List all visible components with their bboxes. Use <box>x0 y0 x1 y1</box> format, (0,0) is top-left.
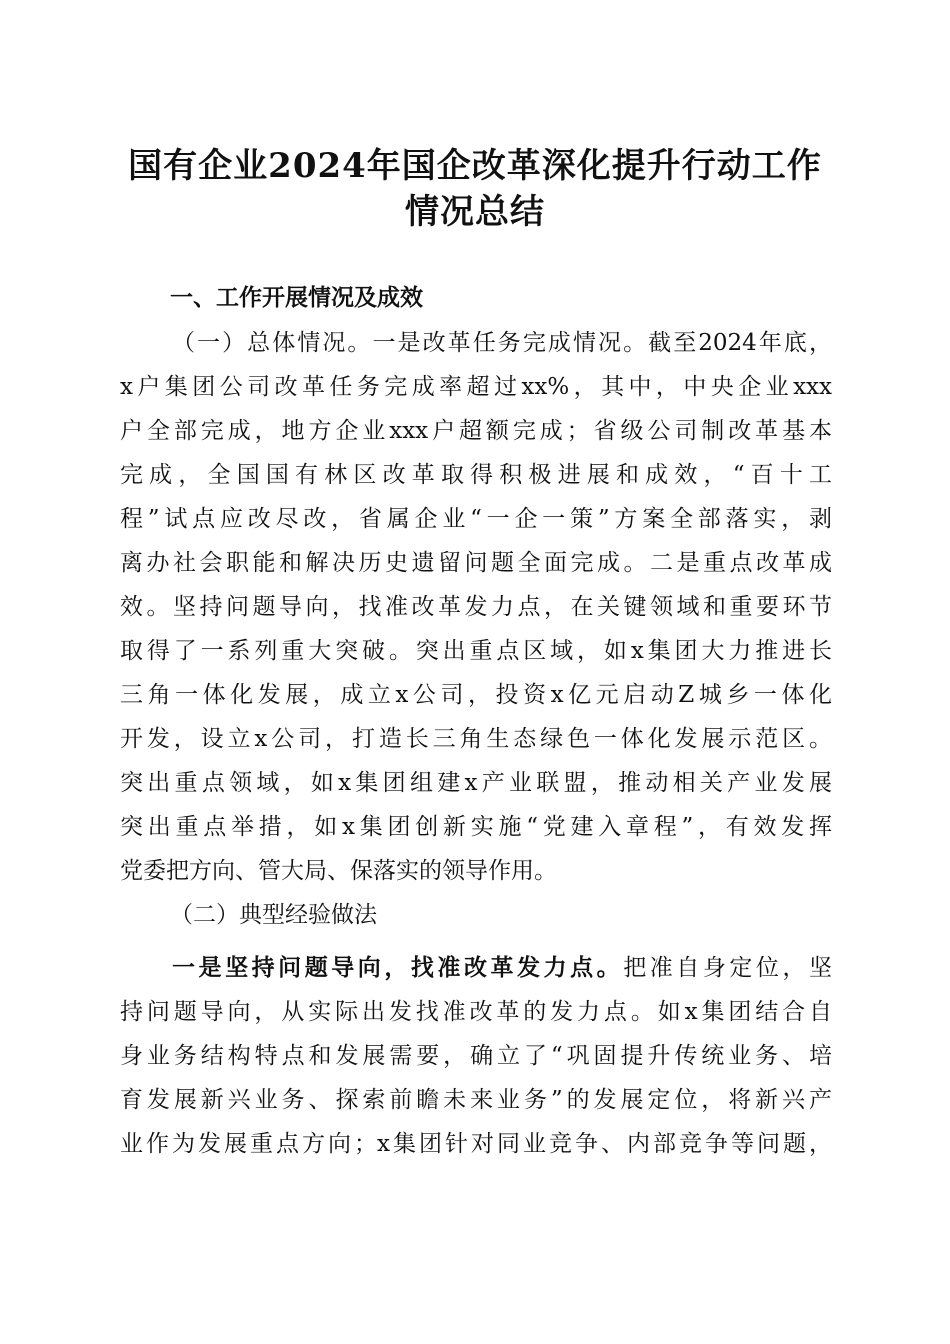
section-heading: 一、工作开展情况及成效 <box>170 284 423 311</box>
text-line: 取得了一系列重大突破。突出重点区域，如x集团大力推进长 <box>120 638 832 664</box>
text-line: 业作为发展重点方向；x集团针对同业竞争、内部竞争等问题， <box>120 1131 832 1157</box>
text-line: 完成，全国国有林区改革取得积极进展和成效，“百十工 <box>120 462 832 488</box>
text-line: x户集团公司改革任务完成率超过xx%，其中，中央企业xxx <box>120 374 832 400</box>
text-line: 突出重点领域，如x集团组建x产业联盟，推动相关产业发展 <box>120 770 832 796</box>
text-line: 三角一体化发展，成立x公司，投资x亿元启动Z城乡一体化 <box>120 682 832 708</box>
text-line: 户全部完成，地方企业xxx户超额完成；省级公司制改革基本 <box>120 418 832 444</box>
bold-lead: 一是坚持问题导向，找准改革发力点。 <box>172 954 624 981</box>
text-line: 育发展新兴业务、探索前瞻未来业务”的发展定位，将新兴产 <box>120 1087 832 1113</box>
text-line: 开发，设立x公司，打造长三角生态绿色一体化发展示范区。 <box>120 726 832 752</box>
document-title-line-2: 情况总结 <box>405 192 545 232</box>
text-line: 效。坚持问题导向，找准改革发力点，在关键领域和重要环节 <box>120 594 832 620</box>
text-line: 离办社会职能和解决历史遗留问题全面完成。二是重点改革成 <box>120 550 832 576</box>
text-line: 党委把方向、管大局、保落实的领导作用。 <box>120 858 557 884</box>
paragraph-experience-first-line <box>172 953 832 983</box>
text-line: 程”试点应改尽改，省属企业“一企一策”方案全部落实，剥 <box>120 506 832 532</box>
text: 把准自身定位，坚 <box>623 955 833 981</box>
subsection-heading: （二）典型经验做法 <box>170 902 377 928</box>
text-line: 身业务结构特点和发展需要，确立了“巩固提升传统业务、培 <box>120 1043 832 1069</box>
document-title-line-1: 国有企业2024年国企改革深化提升行动工作 <box>128 146 822 186</box>
text-line: 突出重点举措，如x集团创新实施“党建入章程”，有效发挥 <box>120 814 832 840</box>
text-line: 持问题导向，从实际出发找准改革的发力点。如x集团结合自 <box>120 999 832 1025</box>
text-line: （一）总体情况。一是改革任务完成情况。截至2024年底， <box>172 330 832 356</box>
